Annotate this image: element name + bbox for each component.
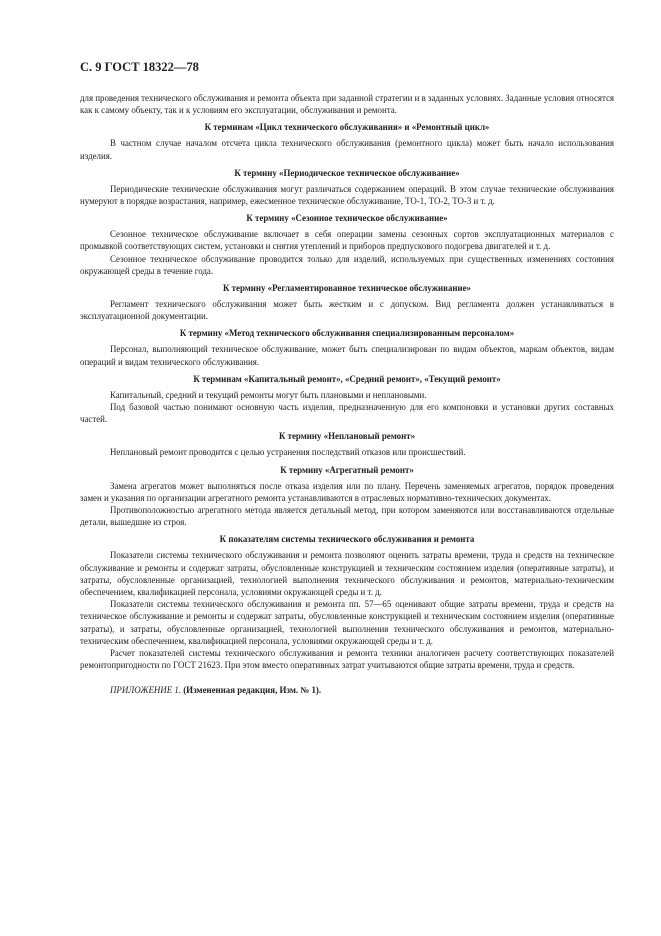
section-paragraph: Расчет показателей системы технического обслуживания и ремонта техники аналогичен расчету соответствующих показателей ремонтопригодности по ГОСТ 21623. При этом вместо оперативных затрат учитываются общие затраты времени, труда и средств. <box>80 648 614 671</box>
section-heading: К показателям системы технического обслуживания и ремонта <box>219 534 475 545</box>
section-paragraph: Противоположностью агрегатного метода является детальный метод, при котором заменяются или восстанавливаются отдельные детали, вышедшие из строя. <box>80 505 614 528</box>
section-repairs <box>80 373 614 426</box>
intro-paragraph: для проведения технического обслуживания и ремонта объекта при заданной стратегии и в заданных условиях. Заданные условия относятся как к самому объекту, так и к условиям его эксплуатации, обслуживания и ремонта. <box>80 93 614 116</box>
section-paragraph: В частном случае началом отсчета цикла технического обслуживания (ремонтного цикла) может быть начало использования изделия. <box>80 138 614 161</box>
document-body <box>80 92 614 696</box>
section-heading: К терминам «Капитальный ремонт», «Средний ремонт», «Текущий ремонт» <box>193 373 501 384</box>
section-periodic <box>80 167 614 207</box>
section-cycle <box>80 121 614 161</box>
appendix-label: ПРИЛОЖЕНИЕ 1. <box>110 684 181 695</box>
section-heading: К терминам «Цикл технического обслуживания» и «Ремонтный цикл» <box>204 122 490 133</box>
section-heading: К термину «Регламентированное техническое обслуживание» <box>223 283 471 294</box>
appendix-note <box>80 684 614 696</box>
section-paragraph: Капитальный, средний и текущий ремонты могут быть плановыми и неплановыми. <box>110 389 427 400</box>
section-paragraph: Замена агрегатов может выполняться после отказа изделия или по плану. Перечень заменяемых агрегатов, порядок проведения замен и указания по организации агрегатного ремонта устанавливаются в отраслевых нормативно-технических документах. <box>80 480 614 503</box>
section-paragraph: Сезонное техническое обслуживание проводится только для изделий, используемых при существенных изменениях состояния окружающей среды в течение года. <box>80 253 614 276</box>
section-unplanned <box>80 430 614 458</box>
section-paragraph: Под базовой частью понимают основную часть изделия, предназначенную для его компоновки и установки других составных частей. <box>80 402 614 425</box>
page-header: С. 9 ГОСТ 18322—78 <box>80 60 199 74</box>
section-heading: К термину «Метод технического обслуживания специализированным персоналом» <box>179 328 515 339</box>
section-paragraph: Периодические технические обслуживания могут различаться содержанием операций. В этом случае технические обслуживания нумеруют в порядке возрастания, например, ежесменное техническое обслуживание, ТО-1, ТО-2, ТО-3 и т. д. <box>80 183 614 207</box>
section-indicators <box>80 533 614 671</box>
section-paragraph: Неплановый ремонт проводится с целью устранения последствий отказов или происшествий. <box>110 447 466 458</box>
section-paragraph: Показатели системы технического обслуживания и ремонта пп. 57—65 оценивают общие затраты времени, труда и средств на техническое обслуживание и ремонты и содержат затраты, обусловленные конструкцией и техническим состоянием изделия (оперативные затраты), и затраты, обусловленные организацией, технологией выполнения технического обслуживания и ремонтов, материально-техническим обеспечением, квалификацией персонала, условиями окружающей среды и т. д. <box>80 599 614 646</box>
section-paragraph: Показатели системы технического обслуживания и ремонта позволяют оценить затраты времени, труда и средств на техническое обслуживание и ремонты и содержат затраты, обусловленные конструкцией и техническим состоянием изделия (оперативные затраты), и затраты, обусловленные организацией, технологией выполнения технического обслуживания и ремонтов, материально-техническим обеспечением, квалификацией персонала, условиями окружающей среды и т. д. <box>80 550 614 598</box>
section-heading: К термину «Агрегатный ремонт» <box>280 464 414 475</box>
appendix-revision: (Измененная редакция, Изм. № 1). <box>183 684 322 695</box>
section-paragraph: Регламент технического обслуживания может быть жестким и с допуском. Вид регламента должен устанавливаться в эксплуатационной документации. <box>80 299 614 322</box>
section-heading: К термину «Сезонное техническое обслуживание» <box>246 213 448 224</box>
section-paragraph: Персонал, выполняющий техническое обслуживание, может быть специализирован по видам объектов, маркам объектов, видам операций и видам технического обслуживания. <box>80 344 614 367</box>
section-heading: К термину «Неплановый ремонт» <box>278 431 416 442</box>
section-paragraph: Сезонное техническое обслуживание включает в себя операции замены сезонных сортов эксплуатационных материалов с промывкой соответствующих систем, установки и снятия утеплений и приборов предпускового подогрева двигателей и т. д. <box>80 229 614 252</box>
section-aggregate <box>80 464 614 529</box>
section-regulated <box>80 282 614 322</box>
section-specialized <box>80 327 614 367</box>
section-heading: К термину «Периодическое техническое обслуживание» <box>234 167 460 178</box>
section-seasonal <box>80 212 614 277</box>
